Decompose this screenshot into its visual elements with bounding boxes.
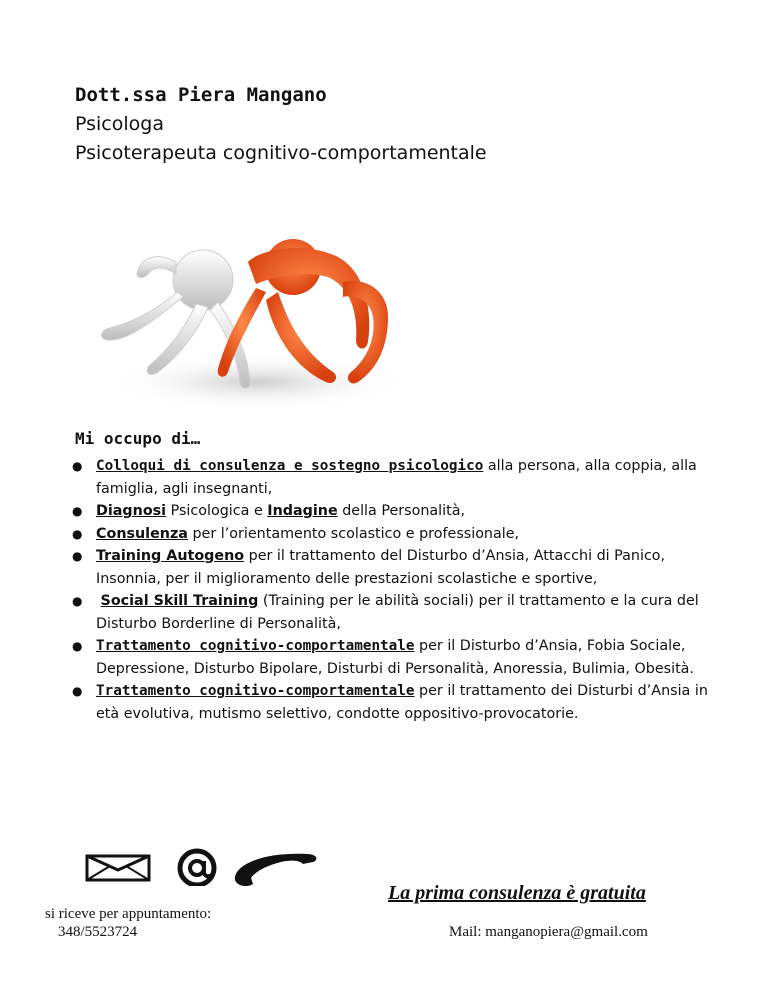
role-psychotherapist: Psicoterapeuta cognitivo-comportamentale xyxy=(75,142,487,164)
phone-number: 348/5523724 xyxy=(58,924,138,940)
service-description: per il trattamento del Disturbo d’Ansia, Attacchi di Panico, Insonnia, per il miglioramento delle prestazioni scolastiche e sportive, xyxy=(96,548,666,587)
service-keyword: Indagine xyxy=(267,503,338,519)
section-title: Mi occupo di… xyxy=(75,429,201,448)
bullet-icon: ● xyxy=(72,504,83,518)
free-consultation-promo: La prima consulenza è gratuita xyxy=(388,882,646,904)
role-psychologist: Psicologa xyxy=(75,113,164,135)
bullet-icon: ● xyxy=(72,594,83,608)
service-keyword: Consulenza xyxy=(96,525,188,542)
support-figures-illustration xyxy=(88,222,400,412)
service-keyword: Trattamento cognitivo-comportamentale xyxy=(96,638,415,654)
envelope-icon xyxy=(87,856,149,880)
service-description: Psicologica e xyxy=(166,503,268,519)
email-address: Mail: manganopiera@gmail.com xyxy=(449,924,648,940)
list-item xyxy=(70,680,710,725)
service-description: per l’orientamento scolastico e professionale, xyxy=(187,525,520,542)
at-sign-icon xyxy=(180,851,214,885)
list-item xyxy=(70,500,710,523)
appointment-info xyxy=(45,905,211,941)
list-item xyxy=(70,523,710,546)
service-keyword: Training Autogeno xyxy=(96,548,245,564)
contact-icons xyxy=(85,848,325,886)
service-description: della Personalità, xyxy=(337,503,465,519)
service-description: per il trattamento dei Disturbi d’Ansia in età evolutiva, mutismo selettivo, condotte oppositivo-provocatorie. xyxy=(96,683,708,722)
bullet-icon: ● xyxy=(72,549,83,563)
list-item xyxy=(70,635,710,680)
bullet-icon: ● xyxy=(72,684,83,698)
service-description: per il Disturbo d’Ansia, Fobia Sociale, Depressione, Disturbo Bipolare, Disturbi di Personalità, Anoressia, Bulimia, Obesità. xyxy=(96,638,694,677)
list-item xyxy=(70,545,710,590)
list-item xyxy=(70,455,710,500)
service-description: alla persona, alla coppia, alla famiglia, agli insegnanti, xyxy=(96,458,697,497)
appointment-label: si riceve per appuntamento: xyxy=(45,906,212,922)
service-keyword: Social Skill Training xyxy=(100,593,259,609)
telephone-handset-icon xyxy=(235,854,316,886)
service-keyword: Colloqui di consulenza e sostegno psicologico xyxy=(96,458,484,474)
services-list xyxy=(70,455,710,725)
bullet-icon: ● xyxy=(72,639,83,653)
list-item xyxy=(70,590,710,635)
service-description: (Training per le abilità sociali) per il trattamento e la cura del Disturbo Borderline di Personalità, xyxy=(96,593,699,632)
header xyxy=(75,80,487,168)
service-keyword: Trattamento cognitivo-comportamentale xyxy=(96,683,415,699)
bullet-icon: ● xyxy=(72,459,83,473)
bullet-icon: ● xyxy=(72,526,83,541)
service-keyword: Diagnosi xyxy=(96,503,167,519)
doctor-name: Dott.ssa Piera Mangano xyxy=(75,84,327,106)
